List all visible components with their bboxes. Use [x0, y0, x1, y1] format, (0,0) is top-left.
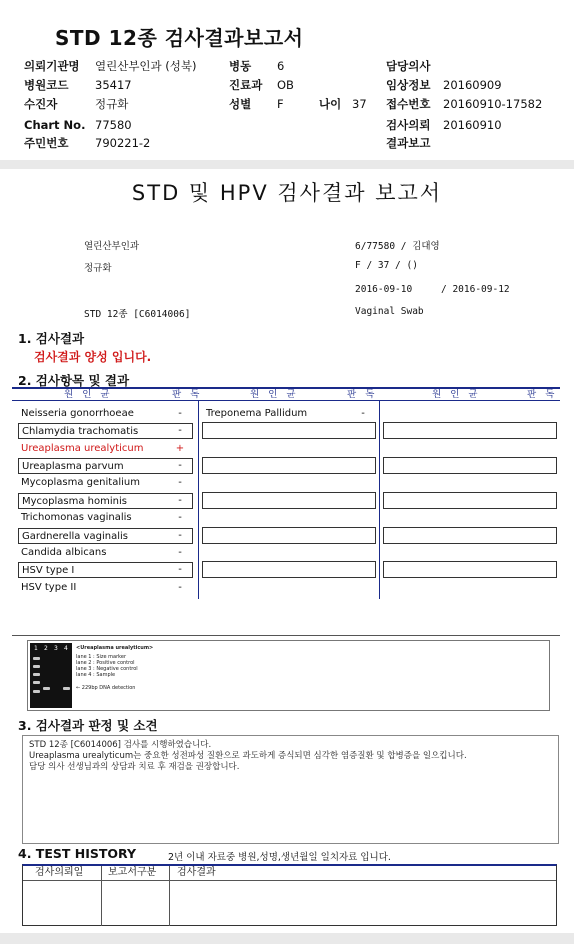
organism-row [18, 493, 193, 509]
gel-band [33, 681, 40, 684]
organism-result: - [178, 564, 182, 575]
empty-cell [202, 492, 376, 509]
empty-cell [383, 527, 557, 544]
gel-legend: lane 3 : Negative control [76, 666, 138, 672]
history-col-result: 검사결과 [177, 867, 216, 878]
organism-name: Gardnerella vaginalis [22, 531, 128, 542]
header-divider [23, 880, 556, 881]
results-grid-header [12, 387, 560, 401]
result-summary: 검사결과 양성 입니다. [34, 350, 152, 364]
organism-name: Treponema Pallidum [206, 408, 308, 419]
empty-cell [383, 457, 557, 474]
organism-name: HSV type I [22, 565, 75, 576]
empty-cell [202, 422, 376, 439]
organism-name: Candida albicans [21, 547, 107, 558]
organism-row [18, 510, 193, 526]
lane-number: 3 [54, 645, 58, 652]
label-resident-no: 주민번호 [24, 136, 69, 150]
section1-heading: 1. 검사결과 [18, 331, 85, 346]
organism-row-positive [18, 441, 193, 457]
lane-number: 4 [64, 645, 68, 652]
report-clinic: 열린산부인과 [84, 241, 140, 252]
col-header-judge-3: 판 독 [527, 389, 558, 400]
column-divider [169, 866, 170, 926]
empty-cell [383, 561, 557, 578]
report-specimen: Vaginal Swab [355, 306, 424, 317]
organism-name: Mycoplasma hominis [22, 496, 127, 507]
section4-heading: 4. TEST HISTORY [18, 846, 137, 861]
label-result-report: 결과보고 [386, 136, 431, 150]
organism-row [18, 423, 193, 439]
organism-result-positive: + [175, 443, 185, 454]
history-col-report-type: 보고서구분 [108, 867, 157, 878]
label-department: 진료과 [229, 78, 263, 92]
section2-heading: 2. 검사항목 및 결과 [18, 373, 130, 388]
empty-cell [202, 561, 376, 578]
value-patient: 정규화 [95, 97, 129, 111]
label-doctor: 담당의사 [386, 59, 431, 73]
gel-band [33, 690, 40, 693]
report-date-from: 2016-09-10 [355, 284, 413, 295]
organism-result: - [178, 408, 182, 419]
gel-legend: lane 4 : Sample [76, 672, 116, 678]
empty-cell [202, 457, 376, 474]
organism-name: Mycoplasma genitalium [21, 477, 140, 488]
report-document [0, 169, 574, 944]
organism-result: - [178, 512, 182, 523]
value-receipt-no: 20160910-17582 [443, 97, 543, 111]
organism-result: - [178, 425, 182, 436]
report-sex-age: F / 37 / () [355, 260, 418, 271]
report-title: STD 및 HPV 검사결과 보고서 [131, 181, 443, 205]
gel-band [63, 687, 70, 690]
gel-band [33, 673, 40, 676]
report-header [0, 0, 574, 160]
opinion-line: Ureaplasma urealyticum는 중요한 성전파성 질환으로 과도하게 증식되면 심각한 염증질환 및 합병증을 일으킵니다. [29, 751, 467, 761]
value-age: 37 [352, 97, 367, 111]
label-patient: 수진자 [24, 97, 58, 111]
value-department: OB [277, 78, 294, 92]
opinion-line: STD 12종 [C6014006] 검사를 시행하였습니다. [29, 740, 212, 750]
gel-title: <Ureaplasma urealyticum> [76, 645, 154, 651]
label-sex: 성별 [229, 97, 252, 111]
opinion-line: 담당 의사 선생님과의 상담과 치료 후 재검을 권장합니다. [29, 762, 240, 772]
organism-name: Trichomonas vaginalis [21, 512, 132, 523]
organism-row [18, 458, 193, 474]
organism-result: - [178, 582, 182, 593]
label-hospital-code: 병원코드 [24, 78, 69, 92]
label-chart-no: Chart No. [24, 118, 86, 132]
organism-result: - [178, 547, 182, 558]
header-row-1 [24, 58, 80, 74]
organism-row [203, 406, 373, 422]
lane-number: 1 [34, 645, 38, 652]
bottom-band [0, 933, 574, 944]
col-header-judge-2: 판 독 [347, 389, 378, 400]
history-table [22, 864, 557, 926]
column-divider [101, 866, 102, 926]
label-request-date: 검사의뢰 [386, 118, 431, 132]
organism-result: - [178, 495, 182, 506]
organism-row [18, 562, 193, 578]
organism-result: - [361, 408, 365, 419]
section3-heading: 3. 검사결과 판정 및 소견 [18, 718, 158, 733]
empty-cell [383, 422, 557, 439]
value-hospital-code: 35417 [95, 78, 132, 92]
divider [12, 635, 560, 636]
column-divider [379, 401, 380, 599]
opinion-box [22, 735, 559, 844]
gel-arrow-label: ← 229bp DNA detection [76, 685, 136, 691]
value-chart-no: 77580 [95, 118, 132, 132]
organism-name: Chlamydia trachomatis [22, 426, 139, 437]
gel-legend: lane 2 : Positive control [76, 660, 135, 666]
report-patient: 정규화 [84, 263, 112, 274]
report-ward-doctor: 6/77580 / 김대영 [355, 241, 440, 252]
organism-name: Ureaplasma parvum [22, 461, 124, 472]
organism-row [18, 475, 193, 491]
label-clinical-info: 임상정보 [386, 78, 431, 92]
organism-row [18, 528, 193, 544]
gel-band [33, 665, 40, 668]
col-header-organism-1: 원 인 균 [64, 389, 113, 400]
value-request-date: 20160910 [443, 118, 502, 132]
value-hospital: 열린산부인과 (성북) [95, 59, 197, 73]
report-date-to: / 2016-09-12 [441, 284, 510, 295]
value-clinical-info: 20160909 [443, 78, 502, 92]
report-test-name: STD 12종 [C6014006] [84, 309, 191, 320]
organism-result: - [178, 477, 182, 488]
label-age: 나이 [319, 97, 342, 111]
empty-cell [202, 527, 376, 544]
organism-row [18, 580, 193, 596]
gel-legend: lane 1 : Size marker [76, 654, 127, 660]
separator-band [0, 160, 574, 169]
organism-name: HSV type II [21, 582, 77, 593]
header-title: STD 12종 검사결과보고서 [55, 26, 304, 50]
gel-electrophoresis-image [27, 640, 550, 711]
column-divider [198, 401, 199, 599]
value-sex: F [277, 97, 284, 111]
empty-cell [383, 492, 557, 509]
organism-result: - [178, 530, 182, 541]
label-ward: 병동 [229, 59, 252, 73]
col-header-organism-2: 원 인 균 [250, 389, 299, 400]
organism-name: Neisseria gonorrhoeae [21, 408, 134, 419]
organism-row [18, 406, 193, 422]
lane-number: 2 [44, 645, 48, 652]
organism-name: Ureaplasma urealyticum [21, 443, 144, 454]
history-note: 2년 이내 자료중 병원,성명,생년월일 일치자료 입니다. [168, 852, 391, 863]
col-header-judge-1: 판 독 [172, 389, 203, 400]
history-col-request-date: 검사의뢰일 [35, 867, 84, 878]
value-resident-no: 790221-2 [95, 136, 151, 150]
organism-row [18, 545, 193, 561]
label-hospital: 의뢰기관명 [24, 59, 80, 73]
gel-band [33, 657, 40, 660]
gel-photo [30, 643, 72, 708]
label-receipt-no: 접수번호 [386, 97, 431, 111]
gel-band [43, 687, 50, 690]
value-ward: 6 [277, 59, 285, 73]
col-header-organism-3: 원 인 균 [432, 389, 481, 400]
organism-result: - [178, 460, 182, 471]
